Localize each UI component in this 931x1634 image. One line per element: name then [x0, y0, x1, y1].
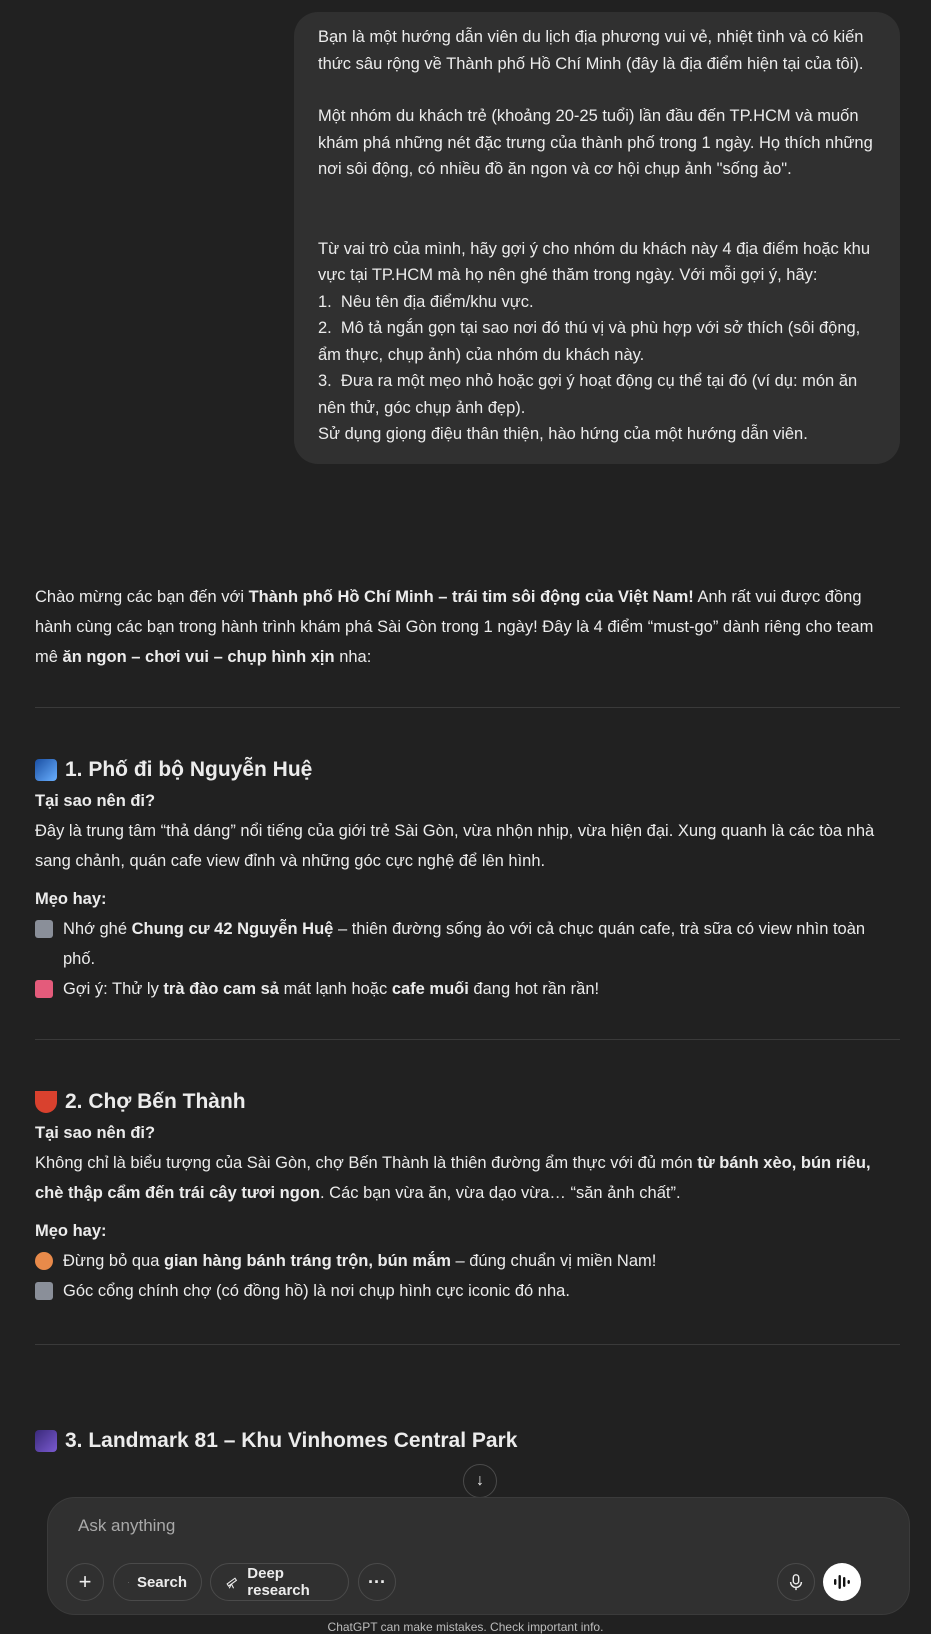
voice-mode-button[interactable]	[823, 1563, 861, 1601]
section-1-tip-label: Mẹo hay:	[35, 884, 900, 914]
divider	[35, 1039, 900, 1040]
section-1-title: 1. Phố đi bộ Nguyễn Huệ	[35, 754, 900, 786]
section-1-why-label: Tại sao nên đi?	[35, 786, 900, 816]
disclaimer-footer: ChatGPT can make mistakes. Check important info.	[0, 1620, 931, 1634]
user-message-paragraph: Từ vai trò của mình, hãy gợi ý cho nhóm du khách này 4 địa điểm hoặc khu vực tại TP.HCM mà họ nên ghé thăm trong ngày. Với mỗi gợi ý, hãy: 1. Nêu tên địa điểm/khu vực. 2. Mô tả ngắn gọn tại sao nơi đó thú vị và phù hợp với sở thích (sôi động, ẩm thực, chụp ảnh) của nhóm du khách này. 3. Đưa ra một mẹo nhỏ hoặc gợi ý hoạt động cụ thể tại đó (ví dụ: món ăn nên thử, góc chụp ảnh đẹp). Sử dụng giọng điệu thân thiện, hào hứng của một hướng dẫn viên.	[318, 236, 876, 448]
section-3-title-peek: 3. Landmark 81 – Khu Vinhomes Central Park	[35, 1429, 517, 1453]
deep-research-button[interactable]	[210, 1563, 349, 1601]
ellipsis-icon: ···	[368, 1577, 386, 1587]
user-message-bubble	[294, 12, 900, 464]
plus-icon: +	[79, 1571, 92, 1593]
answer-intro: Chào mừng các bạn đến với Thành phố Hồ Chí Minh – trái tim sôi động của Việt Nam! Anh rất vui được đồng hành cùng các bạn trong hành trình khám phá Sài Gòn trong 1 ngày! Đây là 4 điểm “must-go” dành riêng cho team mê ăn ngon – chơi vui – chụp hình xịn nha:	[35, 582, 900, 672]
noodle-bowl-icon	[35, 1091, 57, 1113]
telescope-icon	[225, 1574, 239, 1591]
dictate-button[interactable]	[777, 1563, 815, 1601]
bubble-tea-icon	[35, 980, 53, 998]
camera-icon	[35, 1282, 53, 1300]
user-message-paragraph: Một nhóm du khách trẻ (khoảng 20-25 tuổi) lần đầu đến TP.HCM và muốn khám phá những nét đặc trưng của thành phố trong 1 ngày. Họ thích những nơi sôi động, có nhiều đồ ăn ngon và cơ hội chụp ảnh "sống ảo".	[318, 103, 876, 183]
section-1-tip-1: Nhớ ghé Chung cư 42 Nguyễn Huệ – thiên đường sống ảo với cả chục quán cafe, trà sữa có view nhìn toàn phố.	[35, 914, 900, 974]
add-button[interactable]	[66, 1563, 104, 1601]
voice-waveform-icon	[832, 1573, 852, 1591]
user-message-paragraph: Bạn là một hướng dẫn viên du lịch địa phương vui vẻ, nhiệt tình và có kiến thức sâu rộng về Thành phố Hồ Chí Minh (đây là địa điểm hiện tại của tôi).	[318, 24, 876, 77]
food-bowl-icon	[35, 1252, 53, 1270]
section-2-tip-1: Đừng bỏ qua gian hàng bánh tráng trộn, bún mắm – đúng chuẩn vị miền Nam!	[35, 1246, 900, 1276]
assistant-answer	[35, 582, 900, 1345]
divider	[35, 1344, 900, 1345]
search-button[interactable]	[113, 1563, 202, 1601]
microphone-icon	[788, 1573, 804, 1591]
more-tools-button[interactable]	[358, 1563, 396, 1601]
section-2-why-text: Không chỉ là biểu tượng của Sài Gòn, chợ Bến Thành là thiên đường ẩm thực với đủ món từ bánh xèo, bún riêu, chè thập cẩm đến trái cây tươi ngon. Các bạn vừa ăn, vừa dạo vừa… “săn ảnh chất”.	[35, 1148, 900, 1208]
section-1-tip-2: Gợi ý: Thử ly trà đào cam sả mát lạnh hoặc cafe muối đang hot rần rần!	[35, 974, 900, 1004]
night-sky-icon	[35, 1430, 57, 1452]
globe-icon	[128, 1574, 129, 1591]
section-2-title: 2. Chợ Bến Thành	[35, 1086, 900, 1118]
composer	[47, 1497, 910, 1615]
section-1-why-text: Đây là trung tâm “thả dáng” nổi tiếng của giới trẻ Sài Gòn, vừa nhộn nhịp, vừa hiện đại. Xung quanh là các tòa nhà sang chảnh, quán cafe view đỉnh và những góc cực nghệ để lên hình.	[35, 816, 900, 876]
search-label: Search	[137, 1574, 187, 1591]
prompt-input[interactable]: Ask anything	[78, 1516, 175, 1536]
section-2-why-label: Tại sao nên đi?	[35, 1118, 900, 1148]
arrow-down-icon: ↓	[476, 1473, 484, 1489]
scroll-down-button[interactable]	[463, 1464, 497, 1498]
camera-icon	[35, 920, 53, 938]
deep-research-label: Deep research	[247, 1565, 334, 1599]
section-2-tip-2: Góc cổng chính chợ (có đồng hồ) là nơi chụp hình cực iconic đó nha.	[35, 1276, 900, 1306]
divider	[35, 707, 900, 708]
city-night-icon	[35, 759, 57, 781]
section-2-tip-label: Mẹo hay:	[35, 1216, 900, 1246]
